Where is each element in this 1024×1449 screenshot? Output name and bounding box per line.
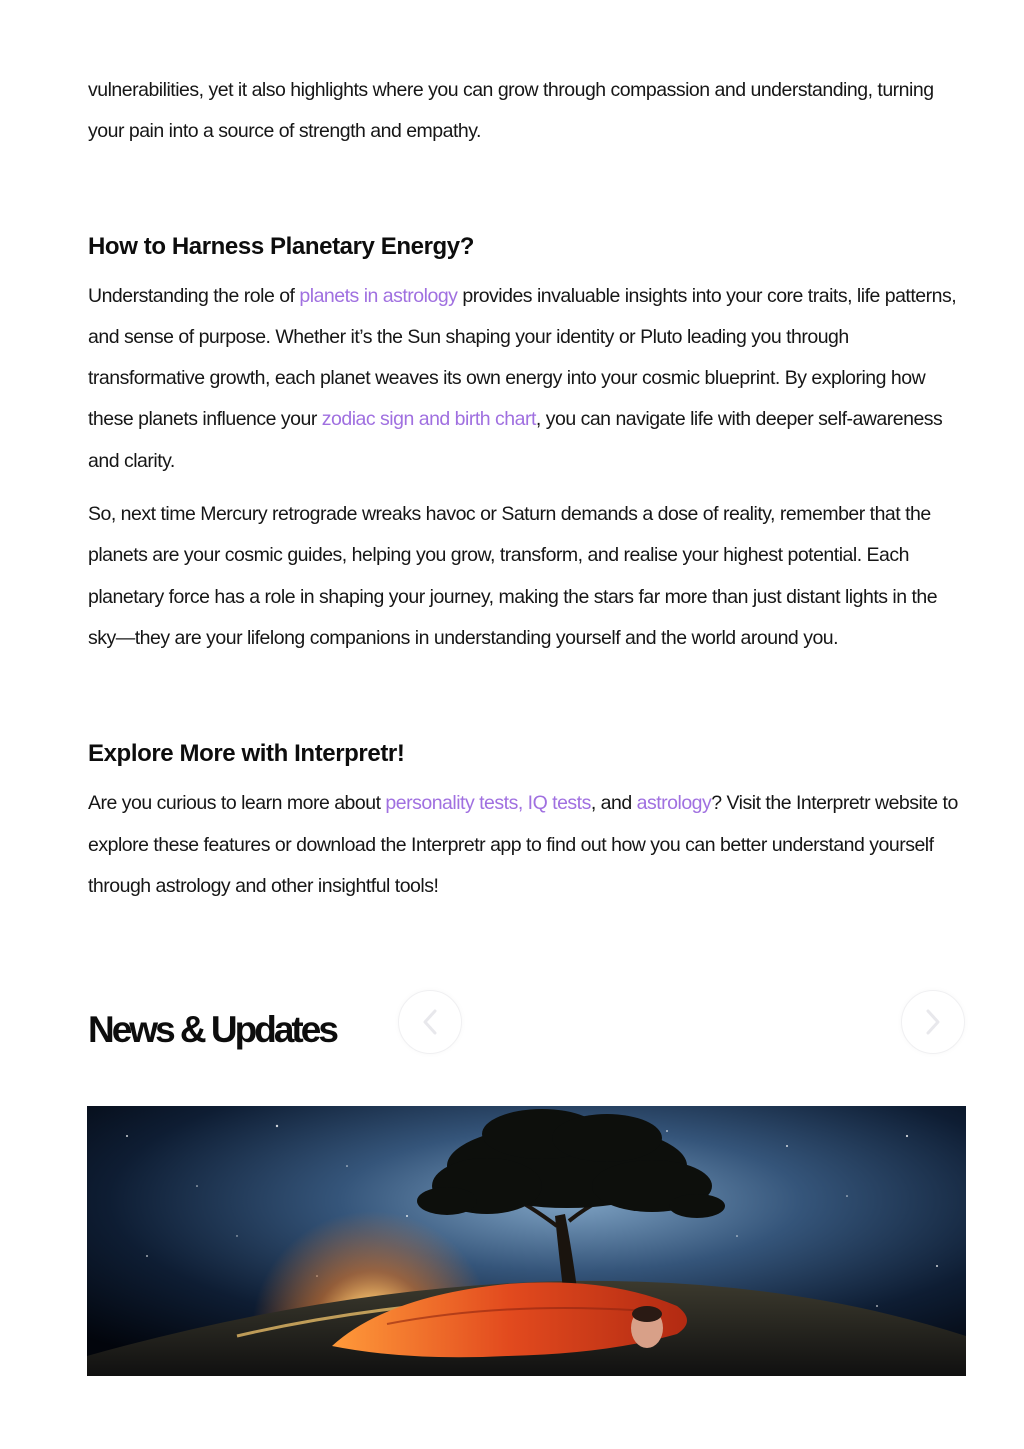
news-image-sleeping-under-tree [87, 1106, 966, 1376]
planets-in-astrology-link[interactable]: planets in astrology [299, 284, 458, 307]
harness-p1-text-middle: provides invaluable insights into your core traits, life patterns, and sense of purpose. Whether it’s the Sun shaping your identity or Pluto leading you through transformative growth, each planet weaves its own energy into your cosmic blueprint. By exploring how these planets influence your [88, 284, 957, 431]
chevron-left-icon [419, 1007, 441, 1037]
zodiac-birth-chart-link[interactable]: zodiac sign and birth chart [321, 408, 536, 431]
harness-paragraph-1 [88, 276, 964, 482]
news-card-image[interactable] [87, 1106, 966, 1376]
personality-iq-tests-link[interactable]: personality tests, IQ tests [385, 792, 591, 815]
chevron-right-icon [922, 1007, 944, 1037]
explore-text-start: Are you curious to learn more about [88, 792, 386, 815]
harness-p1-text-end: , you can navigate life with deeper self-awareness and clarity. [88, 408, 943, 472]
explore-text-middle: , and [590, 792, 637, 815]
article-body [88, 70, 964, 907]
explore-text-end: ? Visit the Interpretr website to explore these features or download the Interpretr app to find out how you can better understand yourself through astrology and other insightful tools! [88, 792, 958, 897]
news-header [88, 990, 966, 1056]
astrology-link[interactable]: astrology [636, 792, 712, 815]
harness-heading: How to Harness Planetary Energy? [88, 232, 474, 260]
carousel-prev-button[interactable] [398, 990, 462, 1054]
harness-paragraph-2: So, next time Mercury retrograde wreaks havoc or Saturn demands a dose of reality, remember that the planets are your cosmic guides, helping you grow, transform, and realise your highest potential. Each planetary force has a role in shaping your journey, making the stars far more than just distant lights in the sky—they are your lifelong companions in understanding yourself and the world around you. [88, 503, 938, 649]
explore-paragraph [88, 783, 964, 907]
explore-heading: Explore More with Interpretr! [88, 740, 405, 768]
harness-p1-text-start: Understanding the role of [88, 284, 300, 307]
carousel-next-button[interactable] [901, 990, 965, 1054]
intro-paragraph: vulnerabilities, yet it also highlights where you can grow through compassion and understanding, turning your pain into a source of strength and empathy. [88, 79, 934, 143]
news-title: News & Updates [88, 1009, 336, 1050]
